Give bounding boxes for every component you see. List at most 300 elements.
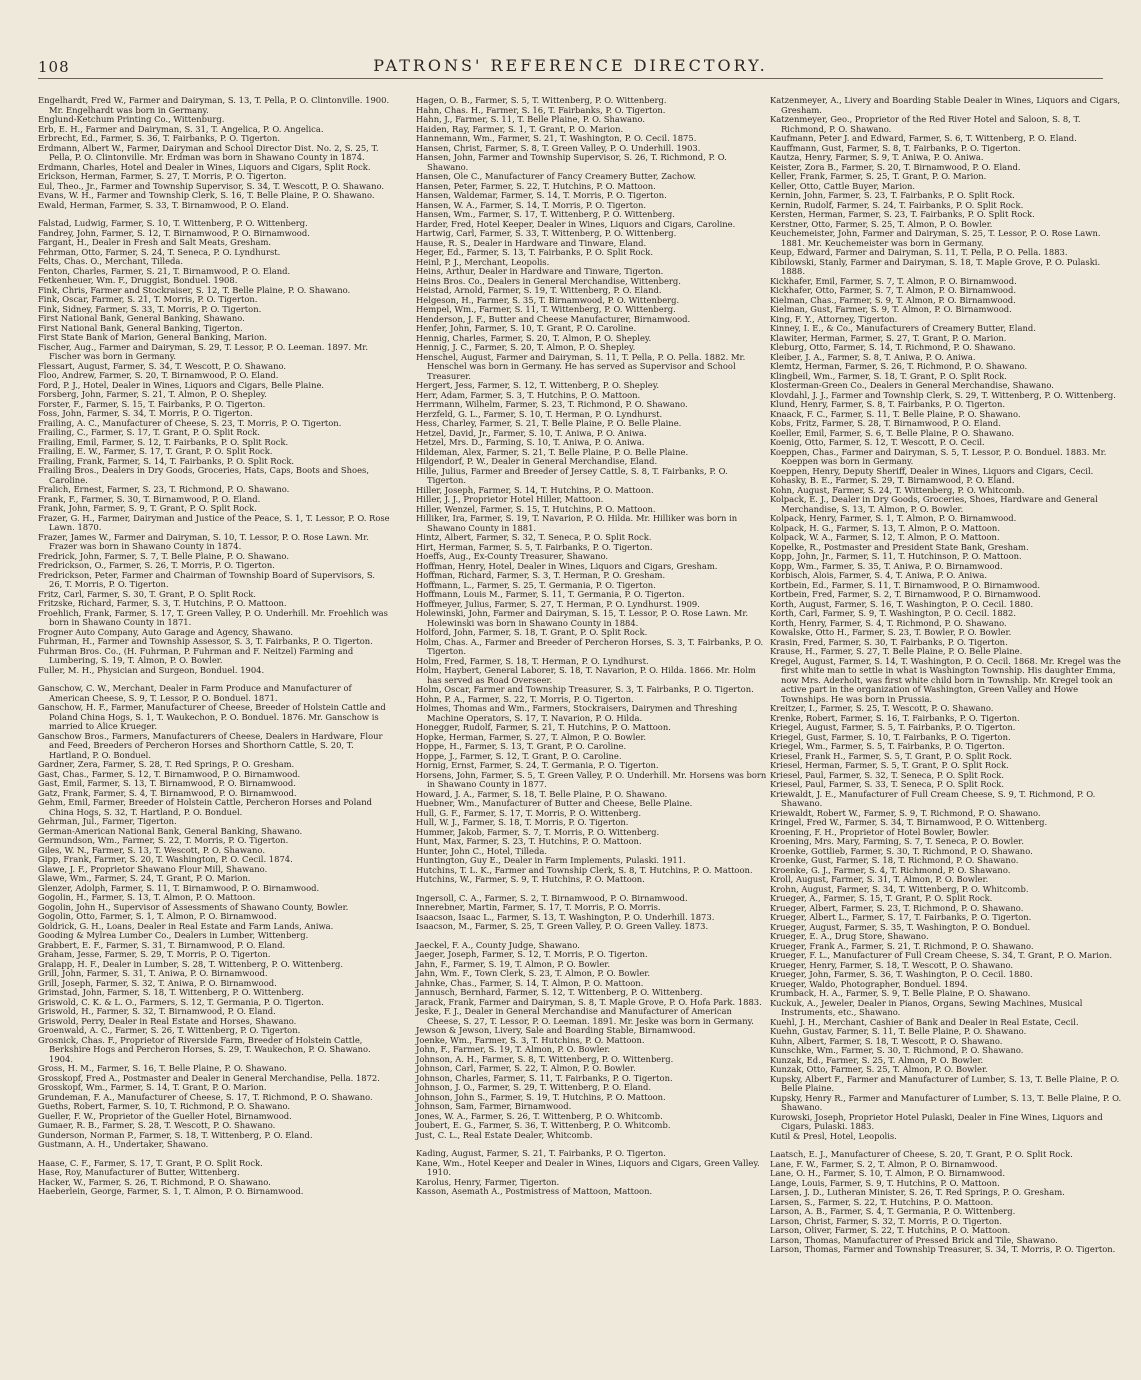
directory-entry: Hacker, W., Farmer, S. 26, T. Richmond, P. O. Shawano. bbox=[38, 1176, 271, 1187]
directory-entry: Honegger, Rudolf, Farmer, S. 21, T. Hutchins, P. O. Mattoon. bbox=[416, 722, 671, 732]
directory-entry: Frailing, C., Farmer, S. 17, T. Grant, P. O. Split Rock. bbox=[38, 427, 260, 437]
directory-entry: Felts, Chas. O., Merchant, Tilleda. bbox=[38, 256, 184, 266]
directory-entry: Hess, Charley, Farmer, S. 21, T. Belle Plaine, P. O. Belle Plaine. bbox=[416, 418, 682, 428]
directory-entry: Gehrman, Jul., Farmer, Tigerton. bbox=[38, 816, 177, 826]
directory-entry: Froehlich, Frank, Farmer, S. 17, T. Green Valley, P. O. Underhill. Mr. Froehlich was born in Shawano County in 1871. bbox=[38, 607, 388, 627]
directory-entry: Fink, Sidney, Farmer, S. 33, T. Morris, P. O. Tigerton. bbox=[38, 303, 262, 314]
directory-entry: Kolpack, E. J., Dealer in Dry Goods, Groceries, Shoes, Hardware and General Merchandise, S. 13, T. Almon, P. O. Bowler. bbox=[770, 494, 1098, 514]
directory-entry: Henderson, J. F., Butter and Cheese Manufacturer, Birnamwood. bbox=[416, 313, 691, 324]
directory-entry: Fuhrman Bros. Co., (H. Fuhrman, P. Fuhrman and F. Neitzel) Farming and Lumbering, S. 19, T. Almon, P. O. Bowler. bbox=[38, 645, 354, 665]
directory-entry: Hoffman, Richard, Farmer, S. 3, T. Herman, P. O. Gresham. bbox=[416, 570, 666, 580]
directory-entry: Hopke, Herman, Farmer, S. 27, T. Almon, P. O. Bowler. bbox=[416, 731, 647, 742]
directory-column-2 bbox=[416, 96, 768, 1197]
directory-entry: Gogolin, John H., Supervisor of Assessments of Shawano County, Bowler. bbox=[38, 901, 349, 912]
directory-entry: Ewald, Herman, Farmer, S. 33, T. Birnamwood, P. O. Eland. bbox=[38, 199, 289, 210]
directory-entry: Hoffmann, L., Farmer, S. 25, T. Germania, P. O. Tigerton. bbox=[416, 579, 656, 590]
directory-entry: Hempel, Wm., Farmer, S. 11, T. Wittenberg, P. O. Wittenberg. bbox=[416, 304, 676, 314]
directory-entry: Innerebner, Martin, Farmer, S. 17, T. Morris, P. O. Morris. bbox=[416, 902, 661, 912]
directory-entry: Klund, Henry, Farmer, S. 8, T. Fairbanks, P. O. Tigerton. bbox=[770, 399, 1006, 409]
directory-entry: Haiden, Ray, Farmer, S. 1, T. Grant, P. O. Marion. bbox=[416, 123, 624, 134]
directory-entry: Grill, Joseph, Farmer, S. 32, T. Aniwa, P. O. Birnamwood. bbox=[38, 977, 277, 988]
directory-entry: Gueths, Robert, Farmer, S. 10, T. Richmond, P. O. Shawano. bbox=[38, 1101, 291, 1111]
directory-entry: Kuehn, Gustav, Farmer, S. 11, T. Belle Plaine, P. O. Shawano. bbox=[770, 1026, 1027, 1036]
directory-entry: Haase, C. F., Farmer, S. 17, T. Grant, P. O. Split Rock. bbox=[38, 1157, 263, 1168]
directory-entry: Herr, Adam, Farmer, S. 3, T. Hutchins, P. O. Mattoon. bbox=[416, 389, 641, 400]
directory-entry: Fargant, H., Dealer in Fresh and Salt Meats, Gresham. bbox=[38, 237, 272, 247]
directory-entry: Klemtz, Herman, Farmer, S. 26, T. Richmond, P. O. Shawano. bbox=[770, 361, 1028, 371]
directory-entry: Isaacson, M., Farmer, S. 25, T. Green Valley, P. O. Green Valley. 1873. bbox=[416, 921, 709, 931]
directory-entry: Lane, O. H., Farmer, S. 10, T. Almon, P. O. Birnamwood. bbox=[770, 1168, 1006, 1178]
directory-entry: Heistad, Arnold, Farmer, S. 19, T. Wittenberg, P. O. Eland. bbox=[416, 285, 662, 295]
directory-entry: Just, C. L., Real Estate Dealer, Whitcomb. bbox=[416, 1129, 593, 1140]
directory-entry: Huebner, Wm., Manufacturer of Butter and Cheese, Belle Plaine. bbox=[416, 798, 693, 808]
directory-entry: Johnson, Carl, Farmer, S. 22, T. Almon, P. O. Bowler. bbox=[416, 1063, 636, 1073]
directory-entry: Klosterman-Green Co., Dealers in General Merchandise, Shawano. bbox=[770, 380, 1054, 390]
directory-entry: Kuehl, J. H., Merchant, Cashier of Bank and Dealer in Real Estate, Cecil. bbox=[770, 1016, 1079, 1027]
directory-entry: Kroenke, G. J., Farmer, S. 4, T. Richmond, P. O. Shawano. bbox=[770, 864, 1011, 875]
directory-entry: Heins, Arthur, Dealer in Hardware and Tinware, Tigerton. bbox=[416, 266, 664, 276]
directory-entry: Gast, Chas., Farmer, S. 12, T. Birnamwood, P. O. Birnamwood. bbox=[38, 768, 301, 779]
directory-entry: Grabbert, E. F., Farmer, S. 31, T. Birnamwood, P. O. Eland. bbox=[38, 939, 286, 950]
directory-entry: Fredrickson, Peter, Farmer and Chairman of Township Board of Supervisors, S. 26, T. Morris, P. O. Tigerton. bbox=[38, 569, 375, 589]
directory-entry: Hause, R. S., Dealer in Hardware and Tinware, Eland. bbox=[416, 237, 647, 248]
directory-entry: Karolus, Henry, Farmer, Tigerton. bbox=[416, 1176, 560, 1187]
directory-entry: Krueger, Albert L., Farmer, S. 17, T. Fairbanks, P. O. Tigerton. bbox=[770, 912, 1032, 922]
directory-entry: Holm, Oscar, Farmer and Township Treasurer, S. 3, T. Fairbanks, P. O. Tigerton. bbox=[416, 684, 754, 694]
directory-entry: Howard, J. A., Farmer, S. 18, T. Belle Plaine, P. O. Shawano. bbox=[416, 788, 668, 799]
header-rule bbox=[38, 78, 1103, 79]
directory-entry: Helgeson, H., Farmer, S. 35, T. Birnamwood, P. O. Wittenberg. bbox=[416, 294, 680, 305]
directory-entry: Katzenmeyer, A., Livery and Boarding Stable Dealer in Wines, Liquors and Cigars, Gresham. bbox=[770, 95, 1121, 115]
directory-entry: Isaacson, Isaac L., Farmer, S. 13, T. Washington, P. O. Underhill. 1873. bbox=[416, 911, 715, 922]
directory-entry: Gatz, Frank, Farmer, S. 4, T. Birnamwood, P. O. Birnamwood. bbox=[38, 787, 297, 798]
directory-entry: Frank, John, Farmer, S. 9, T. Grant, P. O. Split Rock. bbox=[38, 503, 257, 513]
directory-entry: Eul, Theo., Jr., Farmer and Township Supervisor, S. 34, T. Wescott, P. O. Shawano. bbox=[38, 180, 385, 191]
directory-entry: Hansen, John, Farmer and Township Supervisor, S. 26, T. Richmond, P. O. Shawano. bbox=[416, 152, 727, 172]
directory-entry: Kriegel, Wm., Farmer, S. 5, T. Fairbanks, P. O. Tigerton. bbox=[770, 741, 1005, 751]
directory-entry: Grimstad, John, Farmer, S. 18, T. Wittenberg, P. O. Wittenberg. bbox=[38, 987, 304, 997]
directory-entry: Hiller, J. J., Proprietor Hotel Hiller, Mattoon. bbox=[416, 494, 604, 504]
directory-entry: Hennig, J. C., Farmer, S. 20, T. Almon, P. O. Shepley. bbox=[416, 342, 636, 352]
directory-entry: Korth, Henry, Farmer, S. 4, T. Richmond, P. O. Shawano. bbox=[770, 617, 1007, 628]
directory-entry: Frailing, Emil, Farmer, S. 12, T. Fairbanks, P. O. Split Rock. bbox=[38, 436, 289, 447]
directory-entry: Korbisch, Alois, Farmer, S. 4, T. Aniwa, P. O. Aniwa. bbox=[770, 570, 988, 580]
directory-entry: Fenton, Charles, Farmer, S. 21, T. Birnamwood, P. O. Eland. bbox=[38, 265, 291, 276]
directory-entry: Kernin, Rudolf, Farmer, S. 24, T. Fairbanks, P. O. Split Rock. bbox=[770, 199, 1024, 210]
directory-entry: Hille, Julius, Farmer and Breeder of Jersey Cattle, S. 8, T. Fairbanks, P. O. Tigerton. bbox=[416, 465, 728, 485]
directory-entry: Englund-Ketchum Printing Co., Wittenburg. bbox=[38, 114, 225, 124]
directory-entry: Kupsky, Albert F., Farmer and Manufacturer of Lumber, S. 13, T. Belle Plaine, P. O. Belle Plaine. bbox=[770, 1073, 1120, 1093]
directory-entry: Hiller, Joseph, Farmer, S. 14, T. Hutchins, P. O. Mattoon. bbox=[416, 484, 654, 495]
directory-entry: Goldrick, G. H., Loans, Dealer in Real Estate and Farm Lands, Aniwa. bbox=[38, 920, 334, 931]
directory-entry: Krueger, Frank A., Farmer, S. 21, T. Richmond, P. O. Shawano. bbox=[770, 940, 1034, 951]
directory-entry: Kersten, Herman, Farmer, S. 23, T. Fairbanks, P. O. Split Rock. bbox=[770, 209, 1035, 219]
directory-entry: Hummer, Jakob, Farmer, S. 7, T. Morris, P. O. Wittenberg. bbox=[416, 826, 660, 837]
directory-entry: Kringel, Fred W., Farmer, S. 34, T. Birnamwood, P. O. Wittenberg. bbox=[770, 817, 1048, 827]
directory-entry: Fralich, Ernest, Farmer, S. 23, T. Richmond, P. O. Shawano. bbox=[38, 484, 290, 494]
directory-entry: Kolpack, H. G., Farmer, S. 13, T. Almon, P. O. Mattoon. bbox=[770, 522, 1000, 533]
directory-entry: Hartwig, Carl, Farmer, S. 33, T. Wittenberg, P. O. Wittenberg. bbox=[416, 228, 677, 238]
directory-entry: Kortbein, Fred, Farmer, S. 2, T. Birnamwood, P. O. Birnamwood. bbox=[770, 589, 1041, 599]
directory-entry: Koeppen, Henry, Deputy Sheriff, Dealer in Wines, Liquors and Cigars, Cecil. bbox=[770, 465, 1094, 476]
directory-entry: Lane, F. W., Farmer, S. 2, T. Almon, P. O. Birnamwood. bbox=[770, 1158, 998, 1169]
directory-entry: Krueger, Waldo, Photographer, Bonduel. 1894. bbox=[770, 978, 968, 989]
directory-entry: Gralapp, H. F., Dealer in Lumber, S. 28, T. Wittenberg, P. O. Wittenberg. bbox=[38, 958, 344, 969]
directory-entry: Gooding & Mylrea Lumber Co., Dealers in Lumber, Wittenberg. bbox=[38, 930, 309, 940]
directory-entry: Kautza, Henry, Farmer, S. 9, T. Aniwa, P. O. Aniwa. bbox=[770, 152, 984, 162]
directory-entry: Holm, Haybert, General Laborer, S. 18, T. Navarion, P. O. Hilda. 1866. Mr. Holm has served as Road Overseer. bbox=[416, 665, 756, 685]
directory-entry: German-American National Bank, General Banking, Shawano. bbox=[38, 825, 303, 836]
directory-entry: Gipp, Frank, Farmer, S. 20, T. Washington, P. O. Cecil. 1874. bbox=[38, 854, 293, 864]
directory-entry: Keuchemeister, John, Farmer and Dairyman, S. 25, T. Lessor, P. O. Rose Lawn. 1881. Mr. Keuchemeister was born in Germany. bbox=[770, 228, 1101, 248]
directory-entry: Fredrickson, O., Farmer, S. 26, T. Morris, P. O. Tigerton. bbox=[38, 560, 275, 570]
directory-entry: Griswold, H., Farmer, S. 32, T. Birnamwood, P. O. Eland. bbox=[38, 1006, 276, 1016]
directory-entry: Korth, Carl, Farmer, S. 9, T. Washington, P. O. Cecil. 1882. bbox=[770, 608, 1016, 618]
directory-entry: Hetzel, Mrs. D., Farming, S. 10, T. Aniwa, P. O. Aniwa. bbox=[416, 437, 645, 447]
directory-entry: Fritz, Carl, Farmer, S. 30, T. Grant, P. O. Split Rock. bbox=[38, 588, 256, 599]
directory-entry: Hull, W. J., Farmer, S. 18, T. Morris, P. O. Tigerton. bbox=[416, 817, 629, 827]
directory-entry: Larson, A. B., Farmer, S. 4, T. Germania, P. O. Wittenberg. bbox=[770, 1206, 1016, 1216]
directory-entry: Glawe, J. F., Proprietor Shawano Flour Mill, Shawano. bbox=[38, 863, 268, 874]
directory-entry: Fredrick, John, Farmer, S. 7, T. Belle Plaine, P. O. Shawano. bbox=[38, 550, 289, 561]
directory-entry: Griswold, C. K. & L. O., Farmers, S. 12, T. Germania, P. O. Tigerton. bbox=[38, 996, 324, 1007]
directory-entry: Krueger, Albert, Farmer, S. 23, T. Richmond, P. O. Shawano. bbox=[770, 902, 1024, 913]
directory-entry: Katzenmeyer, Geo., Proprietor of the Red River Hotel and Saloon, S. 8, T. Richmond, P. O. Shawano. bbox=[770, 114, 1081, 134]
directory-entry: Hilliker, Ira, Farmer, S. 19, T. Navarion, P. O. Hilda. Mr. Hilliker was born in Shawano County in 1881. bbox=[416, 513, 738, 533]
directory-entry: Fuhrman, H., Farmer and Township Assessor, S. 3, T. Fairbanks, P. O. Tigerton. bbox=[38, 636, 373, 646]
directory-entry: Hoffmeyer, Julius, Farmer, S. 27, T. Herman, P. O. Lyndhurst. 1909. bbox=[416, 598, 700, 609]
directory-entry: Kreitzer, I., Farmer, S. 25, T. Wescott, P. O. Shawano. bbox=[770, 703, 994, 713]
directory-entry: Jeske, F. J., Dealer in General Merchandise and Manufacturer of American Cheese, S. 27, T. Lessor, P. O. Leeman. 1891. Mr. Jeske was born in Germany. bbox=[416, 1006, 754, 1026]
directory-entry: Larsen, J. D., Lutheran Minister, S. 26, T. Red Springs, P. O. Gresham. bbox=[770, 1187, 1065, 1197]
directory-entry: Hansen, Peter, Farmer, S. 22, T. Hutchins, P. O. Mattoon. bbox=[416, 180, 656, 191]
directory-entry: Kunzak, Otto, Farmer, S. 25, T. Almon, P. O. Bowler. bbox=[770, 1064, 988, 1074]
directory-entry: Kolpack, Henry, Farmer, S. 1, T. Almon, P. O. Birnamwood. bbox=[770, 513, 1017, 523]
directory-entry: Korth, August, Farmer, S. 16, T. Washington, P. O. Cecil. 1880. bbox=[770, 598, 1034, 609]
directory-entry: Kriewaldt, Robert W., Farmer, S. 9, T. Richmond, P. O. Shawano. bbox=[770, 807, 1041, 818]
directory-entry: Kobs, Fritz, Farmer, S. 28, T. Birnamwood, P. O. Eland. bbox=[770, 418, 1001, 428]
directory-entry: Joenke, Wm., Farmer, S. 3, T. Hutchins, P. O. Mattoon. bbox=[416, 1034, 645, 1045]
directory-entry: Kohn, August, Farmer, S. 24, T. Wittenberg, P. O. Whitcomb. bbox=[770, 484, 1025, 495]
directory-entry: Fritzske, Richard, Farmer, S. 3, T. Hutchins, P. O. Mattoon. bbox=[38, 598, 287, 608]
directory-entry: Koenig, Otto, Farmer, S. 12, T. Wescott, P. O. Cecil. bbox=[770, 437, 985, 447]
directory-entry: Hoffman, Henry, Hotel, Dealer in Wines, Liquors and Cigars, Gresham. bbox=[416, 560, 718, 571]
directory-entry: Kriesel, Herman, Farmer, S. 5, T. Grant, P. O. Split Rock. bbox=[770, 760, 1009, 770]
directory-entry: Jannusch, Bernhard, Farmer, S. 12, T. Wittenberg, P. O. Wittenberg. bbox=[416, 987, 703, 997]
directory-entry: Frailing Bros., Dealers in Dry Goods, Groceries, Hats, Caps, Boots and Shoes, Caroline. bbox=[38, 465, 369, 485]
directory-entry: King, F. Y., Attorney, Tigerton. bbox=[770, 313, 898, 324]
directory-entry: Griswold, Perry, Dealer in Real Estate and Horses, Shawano. bbox=[38, 1015, 297, 1026]
directory-entry: Hansen, Waldemar, Farmer, S. 14, T. Morris, P. O. Tigerton. bbox=[416, 190, 667, 200]
directory-entry: Hansen, Ole C., Manufacturer of Fancy Creamery Butter, Zachow. bbox=[416, 171, 697, 181]
directory-entry: Hunter, John C., Hotel, Tilleda. bbox=[416, 845, 548, 856]
directory-entry: Frazer, G. H., Farmer, Dairyman and Justice of the Peace, S. 1, T. Lessor, P. O. Rose Lawn. 1870. bbox=[38, 512, 390, 532]
directory-entry: Hoppe, J., Farmer, S. 12, T. Grant, P. O. Caroline. bbox=[416, 750, 622, 761]
directory-entry: Holford, John, Farmer, S. 18, T. Grant, P. O. Split Rock. bbox=[416, 627, 648, 637]
directory-entry: Gustmann, A. H., Undertaker, Shawano. bbox=[38, 1139, 209, 1149]
directory-entry: Kriesel, Paul, Farmer, S. 33, T. Seneca, P. O. Split Rock. bbox=[770, 779, 1005, 789]
directory-entry: Frailing, E. W., Farmer, S. 17, T. Grant, P. O. Split Rock. bbox=[38, 446, 273, 456]
directory-entry: Larson, Thomas, Manufacturer of Pressed Brick and Tile, Shawano. bbox=[770, 1234, 1058, 1245]
directory-entry: Krohn, August, Farmer, S. 34, T. Wittenberg, P. O. Whitcomb. bbox=[770, 883, 1029, 894]
directory-entry: Keller, Frank, Farmer, S. 25, T. Grant, P. O. Marion. bbox=[770, 171, 987, 181]
directory-entry: Kane, Wm., Hotel Keeper and Dealer in Wines, Liquors and Cigars, Green Valley. 1910. bbox=[416, 1157, 760, 1177]
directory-entry: Hetzel, David, Jr., Farmer, S. 10, T. Aniwa, P. O. Aniwa. bbox=[416, 427, 647, 438]
directory-entry: Hergert, Jess, Farmer, S. 12, T. Wittenberg, P. O. Shepley. bbox=[416, 380, 660, 390]
directory-entry: Kowalske, Otto H., Farmer, S. 23, T. Bowler, P. O. Bowler. bbox=[770, 627, 1012, 637]
directory-entry: Grosskopf, Wm., Farmer, S. 14, T. Grant, P. O. Marion. bbox=[38, 1082, 267, 1092]
directory-entry: Glawe, Wm., Farmer, S. 24, T. Grant, P. O. Marion. bbox=[38, 873, 251, 883]
page-title: PATRONS' REFERENCE DIRECTORY. bbox=[373, 56, 768, 75]
directory-entry: Kroenke, Gust, Farmer, S. 18, T. Richmond, P. O. Shawano. bbox=[770, 855, 1019, 865]
directory-column-3 bbox=[770, 96, 1122, 1255]
directory-entry: Frank, F., Farmer, S. 30, T. Birnamwood, P. O. Eland. bbox=[38, 493, 261, 504]
directory-entry: Gogolin, Otto, Farmer, S. 1, T. Almon, P. O. Birnamwood. bbox=[38, 911, 277, 921]
directory-entry: Kerstner, Otto, Farmer, S. 25, T. Almon, P. O. Bowler. bbox=[770, 218, 993, 229]
directory-entry: Krause, H., Farmer, S. 27, T. Belle Plaine, P. O. Belle Plaine. bbox=[770, 646, 1023, 656]
directory-entry: Johnson, A. H., Farmer, S. 8, T. Wittenberg, P. O. Wittenberg. bbox=[416, 1053, 674, 1064]
directory-entry: Gardner, Zera, Farmer, S. 28, T. Red Springs, P. O. Gresham. bbox=[38, 759, 295, 769]
directory-entry: Jaeger, Joseph, Farmer, S. 12, T. Morris, P. O. Tigerton. bbox=[416, 949, 648, 959]
directory-entry: Keup, Edward, Farmer and Dairyman, S. 11, T. Pella, P. O. Pella. 1883. bbox=[770, 247, 1068, 257]
directory-entry: Lange, Louis, Farmer, S. 9, T. Hutchins, P. O. Mattoon. bbox=[770, 1177, 1000, 1188]
directory-entry: Holm, Fred, Farmer, S. 18, T. Herman, P. O. Lyndhurst. bbox=[416, 655, 649, 666]
directory-entry: Kickhafer, Emil, Farmer, S. 7, T. Almon, P. O. Birnamwood. bbox=[770, 275, 1017, 286]
directory-entry: Kunschke, Wm., Farmer, S. 30, T. Richmond, P. O. Shawano. bbox=[770, 1045, 1024, 1055]
directory-entry: Hahn, J., Farmer, S. 11, T. Belle Plaine, P. O. Shawano. bbox=[416, 114, 646, 124]
directory-entry: Kielman, Chas., Farmer, S. 9, T. Almon, P. O. Birnamwood. bbox=[770, 294, 1016, 305]
directory-entry: Kriesel, Frank H., Farmer, S. 5, T. Grant, P. O. Split Rock. bbox=[770, 750, 1013, 761]
directory-entry: Kolpack, W. A., Farmer, S. 12, T. Almon, P. O. Mattoon. bbox=[770, 532, 1000, 542]
directory-entry: Jones, W. A., Farmer, S. 26, T. Wittenberg, P. O. Whitcomb. bbox=[416, 1110, 663, 1121]
directory-entry: Haeberlein, George, Farmer, S. 1, T. Almon, P. O. Birnamwood. bbox=[38, 1186, 304, 1196]
directory-entry: Engelhardt, Fred W., Farmer and Dairyman, S. 13, T. Pella, P. O. Clintonville. 1900. Mr. Engelhardt was born in Germany. bbox=[38, 95, 390, 115]
directory-entry: Frazer, James W., Farmer and Dairyman, S. 10, T. Lessor, P. O. Rose Lawn. Mr. Frazer was born in Shawano County in 1874. bbox=[38, 531, 369, 551]
directory-entry: Gueller, F. W., Proprietor of the Gueller Hotel, Birnamwood. bbox=[38, 1110, 292, 1121]
directory-entry: Hagen, O. B., Farmer, S. 5, T. Wittenberg, P. O. Wittenberg. bbox=[416, 95, 667, 105]
directory-entry: Grill, John, Farmer, S. 31, T. Aniwa, P. O. Birnamwood. bbox=[38, 968, 268, 978]
directory-entry: Henschel, August, Farmer and Dairyman, S. 11, T. Pella, P. O. Pella. 1882. Mr. Henschel was born in Germany. He has served as Supervisor and School Treasurer. bbox=[416, 351, 746, 381]
directory-entry: Keister, Zora B., Farmer, S. 20, T. Birnamwood, P. O. Eland. bbox=[770, 161, 1021, 172]
directory-entry: Krenke, Robert, Farmer, S. 16, T. Fairbanks, P. O. Tigerton. bbox=[770, 712, 1020, 723]
directory-entry: Herrmann, Wilhelm, Farmer, S. 23, T. Richmond, P. O. Shawano. bbox=[416, 399, 688, 409]
directory-entry: Erdmann, Charles, Hotel and Dealer in Wines, Liquors and Cigars, Split Rock. bbox=[38, 161, 371, 172]
directory-entry: Krumback, H. A., Farmer, S. 9, T. Belle Plaine, P. O. Shawano. bbox=[770, 988, 1031, 998]
directory-entry: Hoppe, H., Farmer, S. 13, T. Grant, P. O. Caroline. bbox=[416, 741, 627, 751]
directory-entry: Foss, John, Farmer, S. 34, T. Morris, P. O. Tigerton. bbox=[38, 408, 253, 418]
directory-entry: Erickson, Herman, Farmer, S. 27, T. Morris, P. O. Tigerton. bbox=[38, 171, 287, 181]
directory-entry: Horsens, John, Farmer, S. 5, T. Green Valley, P. O. Underhill. Mr. Horsens was born in Shawano County in 1877. bbox=[416, 769, 767, 789]
directory-entry: First State Bank of Marion, General Banking, Marion. bbox=[38, 332, 268, 342]
directory-entry: Koeller, Emil, Farmer, S. 6, T. Belle Plaine, P. O. Shawano. bbox=[770, 427, 1015, 438]
directory-entry: Kinney, I. E., & Co., Manufacturers of Creamery Butter, Eland. bbox=[770, 323, 1036, 333]
directory-entry: Giles, W. N., Farmer, S. 13, T. Wescott, P. O. Shawano. bbox=[38, 844, 265, 855]
directory-entry: Grosskopf, Fred A., Postmaster and Dealer in General Merchandise, Pella. 1872. bbox=[38, 1072, 380, 1083]
directory-entry: Larsen, S., Farmer, S. 22, T. Hutchins, P. O. Mattoon. bbox=[770, 1196, 994, 1207]
directory-entry: Hildeman, Alex, Farmer, S. 21, T. Belle Plaine, P. O. Belle Plaine. bbox=[416, 446, 689, 457]
directory-entry: Hansen, Wm., Farmer, S. 17, T. Wittenberg, P. O. Wittenberg. bbox=[416, 209, 675, 219]
directory-entry: Kroll, August, Farmer, S. 31, T. Almon, P. O. Bowler. bbox=[770, 874, 989, 884]
directory-entry: Hansen, W. A., Farmer, S. 14, T. Morris, P. O. Tigerton. bbox=[416, 199, 647, 210]
directory-entry: Hennig, Charles, Farmer, S. 20, T. Almon, P. O. Shepley. bbox=[416, 332, 652, 343]
directory-entry: Hull, G. F., Farmer, S. 17, T. Morris, P. O. Wittenberg. bbox=[416, 807, 641, 818]
directory-entry: Fandrey, John, Farmer, S. 12, T. Birnamwood, P. O. Birnamwood. bbox=[38, 227, 310, 238]
directory-entry: Hoeffs, Aug., Ex-County Treasurer, Shawano. bbox=[416, 551, 609, 561]
directory-entry: Floo, Andrew, Farmer, S. 20, T. Birnamwood, P. O. Eland. bbox=[38, 370, 279, 380]
directory-entry: Keller, Otto, Cattle Buyer, Marion. bbox=[770, 180, 916, 191]
directory-entry: Jewson & Jewson, Livery, Sale and Boarding Stable, Birnamwood. bbox=[416, 1025, 696, 1035]
directory-entry: Kernin, John, Farmer, S. 23, T. Fairbanks, P. O. Split Rock. bbox=[770, 190, 1015, 200]
directory-entry: Fuller, M. H., Physician and Surgeon, Bonduel. 1904. bbox=[38, 664, 265, 675]
directory-entry: Glenzer, Adolph, Farmer, S. 11, T. Birnamwood, P. O. Birnamwood. bbox=[38, 882, 320, 893]
directory-entry: Jarack, Frank, Farmer and Dairyman, S. 8, T. Maple Grove, P. O. Hofa Park. 1883. bbox=[416, 996, 762, 1007]
directory-entry: Frailing, Frank, Farmer, S. 14, T. Fairbanks, P. O. Split Rock. bbox=[38, 455, 295, 466]
directory-entry: Klawiter, Herman, Farmer, S. 27, T. Grant, P. O. Marion. bbox=[770, 332, 1007, 343]
directory-entry: Larson, Christ, Farmer, S. 32, T. Morris, P. O. Tigerton. bbox=[770, 1215, 1002, 1226]
directory-entry: Johnson, Sam, Farmer, Birnamwood. bbox=[416, 1101, 572, 1111]
directory-entry: Kortbein, Ed., Farmer, S. 11, T. Birnamwood, P. O. Birnamwood. bbox=[770, 579, 1041, 590]
directory-entry: Krueger, Henry, Farmer, S. 18, T. Wescott, P. O. Shawano. bbox=[770, 959, 1014, 970]
directory-entry: Hahn, Chas. H., Farmer, S. 16, T. Fairbanks, P. O. Tigerton. bbox=[416, 104, 666, 115]
directory-entry: Kupsky, Henry R., Farmer and Manufacturer of Lumber, S. 13, T. Belle Plaine, P. O. Shawano. bbox=[770, 1092, 1122, 1112]
directory-entry: Ford, P. J., Hotel, Dealer in Wines, Liquors and Cigars, Belle Plaine. bbox=[38, 379, 325, 390]
directory-entry: Kasson, Asemath A., Postmistress of Mattoon, Mattoon. bbox=[416, 1186, 653, 1196]
directory-entry: Grosnick, Chas. F., Proprietor of Riverside Farm, Breeder of Holstein Cattle, Berkshire Hogs and Percheron Horses, S. 29, T. Waukechon, P. O. Shawano. 1904. bbox=[38, 1034, 371, 1064]
directory-entry: Gehm, Emil, Farmer, Breeder of Holstein Cattle, Percheron Horses and Poland China Hogs, S. 32, T. Hartland, P. O. Bonduel. bbox=[38, 797, 373, 817]
directory-entry: Ganschow Bros., Farmers, Manufacturers of Cheese, Dealers in Hardware, Flour and Feed, Breeders of Percheron Horses and Shorthorn Cattle, S. 20, T. Hartland, P. O. Bonduel. bbox=[38, 730, 383, 760]
directory-entry: Heinl, P. J., Merchant, Leopolis. bbox=[416, 256, 550, 267]
directory-entry: Gogolin, H., Farmer, S. 13, T. Almon, P. O. Mattoon. bbox=[38, 892, 256, 902]
directory-entry: Holewinski, John, Farmer and Dairyman, S. 15, T. Lessor, P. O. Rose Lawn. Mr. Holewinski was born in Shawano County in 1884. bbox=[416, 608, 749, 628]
directory-entry: Herzfeld, G. L., Farmer, S. 10, T. Herman, P. O. Lyndhurst. bbox=[416, 408, 663, 419]
directory-entry: Groenwald, A. C., Farmer, S. 26, T. Wittenberg, P. O. Tigerton. bbox=[38, 1025, 301, 1035]
directory-entry: Erb, E. H., Farmer and Dairyman, S. 31, T. Angelica, P. O. Angelica. bbox=[38, 123, 324, 134]
directory-entry: Joubert, E. G., Farmer, S. 36, T. Wittenberg, P. O. Whitcomb. bbox=[416, 1120, 671, 1130]
directory-entry: Ingersoll, C. A., Farmer, S. 2, T. Birnamwood, P. O. Birnamwood. bbox=[416, 892, 688, 903]
directory-entry: Johnson, Charles, Farmer, S. 11, T. Fairbanks, P. O. Tigerton. bbox=[416, 1072, 673, 1083]
directory-entry: Jahn, F., Farmer, S. 19, T. Almon, P. O. Bowler. bbox=[416, 958, 611, 969]
directory-entry: Kibilowski, Stanly, Farmer and Dairyman, S. 18, T. Maple Grove, P. O. Pulaski. 1888. bbox=[770, 256, 1101, 276]
directory-entry: Frogner Auto Company, Auto Garage and Agency, Shawano. bbox=[38, 626, 294, 637]
directory-entry: Fetkenheuer, Wm. F., Druggist, Bonduel. 1908. bbox=[38, 275, 238, 285]
directory-entry: Grundeman, F. A., Manufacturer of Cheese, S. 17, T. Richmond, P. O. Shawano. bbox=[38, 1091, 373, 1102]
directory-entry: Krueger, John, Farmer, S. 36, T. Washington, P. O. Cecil. 1880. bbox=[770, 969, 1033, 979]
directory-entry: Kuckuk, A., Jeweler, Dealer in Pianos, Organs, Sewing Machines, Musical Instruments, etc., Shawano. bbox=[770, 997, 1083, 1017]
directory-entry: Jahn, Wm. F., Town Clerk, S. 23, T. Almon, P. O. Bowler. bbox=[416, 968, 651, 978]
directory-entry: Kohasky, B. E., Farmer, S. 29, T. Birnamwood, P. O. Eland. bbox=[770, 475, 1015, 485]
directory-entry: Johnson, J. O., Farmer, S. 29, T. Wittenberg, P. O. Eland. bbox=[416, 1082, 651, 1092]
directory-entry: First National Bank, General Banking, Shawano. bbox=[38, 313, 245, 323]
directory-entry: Hilgendorf, P. W., Dealer in General Merchandise, Eland. bbox=[416, 456, 658, 466]
directory-entry: Germundson, Wm., Farmer, S. 22, T. Morris, P. O. Tigerton. bbox=[38, 835, 289, 845]
directory-entry: Kopp, John, Jr., Farmer, S. 11, T. Hutchinson, P. O. Mattoon. bbox=[770, 551, 1022, 561]
directory-entry: Fink, Oscar, Farmer, S. 21, T. Morris, P. O. Tigerton. bbox=[38, 294, 258, 304]
directory-entry: Kurowski, Joseph, Proprietor Hotel Pulaski, Dealer in Fine Wines, Liquors and Cigars, Pulaski. 1883. bbox=[770, 1111, 1103, 1131]
directory-entry: John, F., Farmer, S. 19, T. Almon, P. O. Bowler. bbox=[416, 1044, 611, 1054]
directory-entry: Krueger, August, Farmer, S. 35, T. Washington, P. O. Bonduel. bbox=[770, 921, 1031, 932]
directory-entry: Kutil & Presl, Hotel, Leopolis. bbox=[770, 1130, 897, 1141]
directory-entry: Ganschow, H. F., Farmer, Manufacturer of Cheese, Breeder of Holstein Cattle and Poland China Hogs, S. 1, T. Waukechon, P. O. Bonduel. 1876. Mr. Ganschow is married to Alice Krueger. bbox=[38, 702, 386, 731]
directory-entry: Graham, Jesse, Farmer, S. 29, T. Morris, P. O. Tigerton. bbox=[38, 949, 271, 959]
directory-entry: Evans, W. H., Farmer and Township Clerk, S. 16, T. Belle Plaine, P. O. Shawano. bbox=[38, 190, 375, 200]
directory-entry: Heger, Ed., Farmer, S. 13, T. Fairbanks, P. O. Split Rock. bbox=[416, 247, 653, 257]
directory-entry: Fehrman, Otto, Farmer, S. 24, T. Seneca, P. O. Lyndhurst. bbox=[38, 246, 281, 257]
directory-entry: Laatsch, E. J., Manufacturer of Cheese, S. 20, T. Grant, P. O. Split Rock. bbox=[770, 1149, 1073, 1159]
directory-entry: Larson, Thomas, Farmer and Township Treasurer, S. 34, T. Morris, P. O. Tigerton. bbox=[770, 1244, 1116, 1254]
directory-entry: Holm, Chas. A., Farmer and Breeder of Percheron Horses, S. 3, T. Fairbanks, P. O. Tigerton. bbox=[416, 636, 764, 656]
directory-entry: Huntington, Guy E., Dealer in Farm Implements, Pulaski. 1911. bbox=[416, 855, 686, 865]
directory-entry: Krasin, Fred, Farmer, S. 30, T. Fairbanks, P. O. Tigerton. bbox=[770, 636, 1008, 647]
directory-entry: Jahnke, Chas., Farmer, S. 14, T. Almon, P. O. Mattoon. bbox=[416, 977, 644, 988]
directory-entry: Kopelke, R., Postmaster and President State Bank, Gresham. bbox=[770, 541, 1029, 552]
directory-entry: Fink, Chris, Farmer and Stockraiser, S. 12, T. Belle Plaine, P. O. Shawano. bbox=[38, 284, 351, 295]
directory-entry: Kroenke, Gottlieb, Farmer, S. 30, T. Richmond, P. O. Shawano. bbox=[770, 845, 1033, 856]
directory-entry: Kielman, Gust, Farmer, S. 9, T. Almon, P. O. Birnamwood. bbox=[770, 304, 1012, 314]
directory-entry: Kriesel, Paul, Farmer, S. 32, T. Seneca, P. O. Split Rock. bbox=[770, 769, 1005, 780]
directory-entry: Klovdahl, J. J., Farmer and Township Clerk, S. 29, T. Wittenberg, P. O. Wittenberg. bbox=[770, 389, 1116, 400]
directory-entry: Flessart, August, Farmer, S. 34, T. Wescott, P. O. Shawano. bbox=[38, 360, 287, 371]
directory-entry: Henfer, John, Farmer, S. 10, T. Grant, P. O. Caroline. bbox=[416, 323, 637, 333]
directory-entry: Krueger, F. L., Manufacturer of Full Cream Cheese, S. 34, T. Grant, P. O. Marion. bbox=[770, 950, 1113, 960]
directory-entry: Forsberg, John, Farmer, S. 21, T. Almon, P. O. Shepley. bbox=[38, 389, 267, 399]
directory-entry: Kriegel, Gust, Farmer, S. 10, T. Fairbanks, P. O. Tigerton. bbox=[770, 731, 1011, 742]
directory-entry: Fischer, Aug., Farmer and Dairyman, S. 29, T. Lessor, P. O. Leeman. 1897. Mr. Fischer was born in Germany. bbox=[38, 341, 369, 361]
directory-entry: Kickhafer, Otto, Farmer, S. 7, T. Almon, P. O. Birnamwood. bbox=[770, 285, 1016, 295]
directory-entry: Kading, August, Farmer, S. 21, T. Fairbanks, P. O. Tigerton. bbox=[416, 1148, 666, 1158]
directory-entry: Kriegel, August, Farmer, S. 5, T. Fairbanks, P. O. Tigerton. bbox=[770, 722, 1016, 732]
directory-entry: Hintz, Albert, Farmer, S. 32, T. Seneca, P. O. Split Rock. bbox=[416, 532, 652, 542]
directory-entry: Forster, F., Farmer, S. 15, T. Fairbanks, P. O. Tigerton. bbox=[38, 398, 266, 409]
directory-entry: Hiller, Wenzel, Farmer, S. 15, T. Hutchins, P. O. Mattoon. bbox=[416, 503, 656, 514]
directory-entry: Hornig, Ernst, Farmer, S. 24, T. Germania, P. O. Tigerton. bbox=[416, 760, 659, 770]
directory-entry: Klingbeil, Wm., Farmer, S. 18, T. Grant, P. O. Split Rock. bbox=[770, 370, 1007, 381]
directory-entry: Kriewaldt, J. E., Manufacturer of Full Cream Cheese, S. 9, T. Richmond, P. O. Shawano. bbox=[770, 788, 1096, 808]
directory-entry: Kuhn, Albert, Farmer, S. 18, T. Wescott, P. O. Shawano. bbox=[770, 1035, 1003, 1046]
directory-entry: Gross, H. M., Farmer, S. 16, T. Belle Plaine, P. O. Shawano. bbox=[38, 1063, 287, 1073]
directory-entry: Erdmann, Albert W., Farmer, Dairyman and School Director Dist. No. 2, S. 25, T. Pella, P. O. Clintonville. Mr. Erdman was born in Shawano County in 1874. bbox=[38, 142, 379, 162]
directory-entry: Johnson, John S., Farmer, S. 19, T. Hutchins, P. O. Mattoon. bbox=[416, 1091, 666, 1102]
directory-entry: Kroening, Mrs. Mary, Farming, S. 7, T. Seneca, P. O. Bowler. bbox=[770, 836, 1024, 846]
directory-entry: Jaeckel, F. A., County Judge, Shawano. bbox=[416, 939, 580, 950]
directory-entry: Erbrecht, Ed., Farmer, S. 36, T. Fairbanks, P. O. Tigerton. bbox=[38, 133, 281, 143]
directory-entry: Hutchins, W., Farmer, S. 9, T. Hutchins, P. O. Mattoon. bbox=[416, 874, 645, 884]
directory-entry: Kopp, Wm., Farmer, S. 35, T. Aniwa, P. O. Birnamwood. bbox=[770, 560, 1003, 571]
directory-entry: First National Bank, General Banking, Tigerton. bbox=[38, 322, 243, 333]
directory-entry: Ganschow, C. W., Merchant, Dealer in Farm Produce and Manufacturer of American Cheese, S. 9, T. Lessor, P. O. Bonduel. 1871. bbox=[38, 683, 352, 703]
directory-entry: Gunderson, Norman P., Farmer, S. 18, T. Wittenberg, P. O. Eland. bbox=[38, 1129, 313, 1140]
directory-entry: Kleburg, Otto, Farmer, S. 14, T. Richmond, P. O. Shawano. bbox=[770, 342, 1016, 352]
directory-entry: Holmes, Thomas and Wm., Farmers, Stockraisers, Dairymen and Threshing Machine Operators, S. 17, T. Navarion, P. O. Hilda. bbox=[416, 703, 738, 723]
directory-entry: Kregel, August, Farmer, S. 14, T. Washington, P. O. Cecil. 1868. Mr. Kregel was the first white man to settle in what is Washington Township. His daughter Emma, now Mrs. Aderholt, was first white child born in Township. Mr. Kregel took an active part in the organization of Washington, Green Valley and Howe Townships. He was born in Prussia. bbox=[770, 655, 1121, 704]
directory-entry: Hohn, P. A., Farmer, S. 22, T. Morris, P. O. Tigerton. bbox=[416, 693, 634, 704]
directory-entry: Hoffmann, Louis M., Farmer, S. 11, T. Germania, P. O. Tigerton. bbox=[416, 589, 685, 599]
directory-entry: Kroening, F. H., Proprietor of Hotel Bowler, Bowler. bbox=[770, 826, 990, 837]
directory-entry: Hunt, Max, Farmer, S. 23, T. Hutchins, P. O. Mattoon. bbox=[416, 836, 642, 846]
directory-entry: Knaack, F. C., Farmer, S. 11, T. Belle Plaine, P. O. Shawano. bbox=[770, 408, 1021, 419]
directory-entry: Kaufmann, Peter J. and Edward, Farmer, S. 6, T. Wittenberg, P. O. Eland. bbox=[770, 133, 1077, 143]
directory-entry: Krueger, E. A., Drug Store, Shawano. bbox=[770, 931, 929, 941]
directory-column-1 bbox=[38, 96, 390, 1197]
directory-entry: Kleiber, J. A., Farmer, S. 8, T. Aniwa, P. O. Aniwa. bbox=[770, 351, 976, 362]
directory-entry: Gumaer, R. B., Farmer, S. 28, T. Wescott, P. O. Shawano. bbox=[38, 1120, 276, 1130]
page-number: 108 bbox=[38, 58, 70, 76]
directory-entry: Hase, Roy, Manufacturer of Butter, Wittenberg. bbox=[38, 1167, 240, 1177]
directory-entry: Hutchins, T. L. K., Farmer and Township Clerk, S. 8, T. Hutchins, P. O. Mattoon. bbox=[416, 864, 753, 875]
directory-entry: Larson, Oliver, Farmer, S. 22, T. Hutchins, P. O. Mattoon. bbox=[770, 1225, 1011, 1235]
directory-entry: Harder, Fred, Hotel Keeper, Dealer in Wines, Liquors and Cigars, Caroline. bbox=[416, 218, 736, 229]
directory-entry: Falstad, Ludwig, Farmer, S. 10, T. Wittenberg, P. O. Wittenberg. bbox=[38, 218, 308, 228]
directory-entry: Hirt, Herman, Farmer, S. 5, T. Fairbanks, P. O. Tigerton. bbox=[416, 541, 653, 552]
